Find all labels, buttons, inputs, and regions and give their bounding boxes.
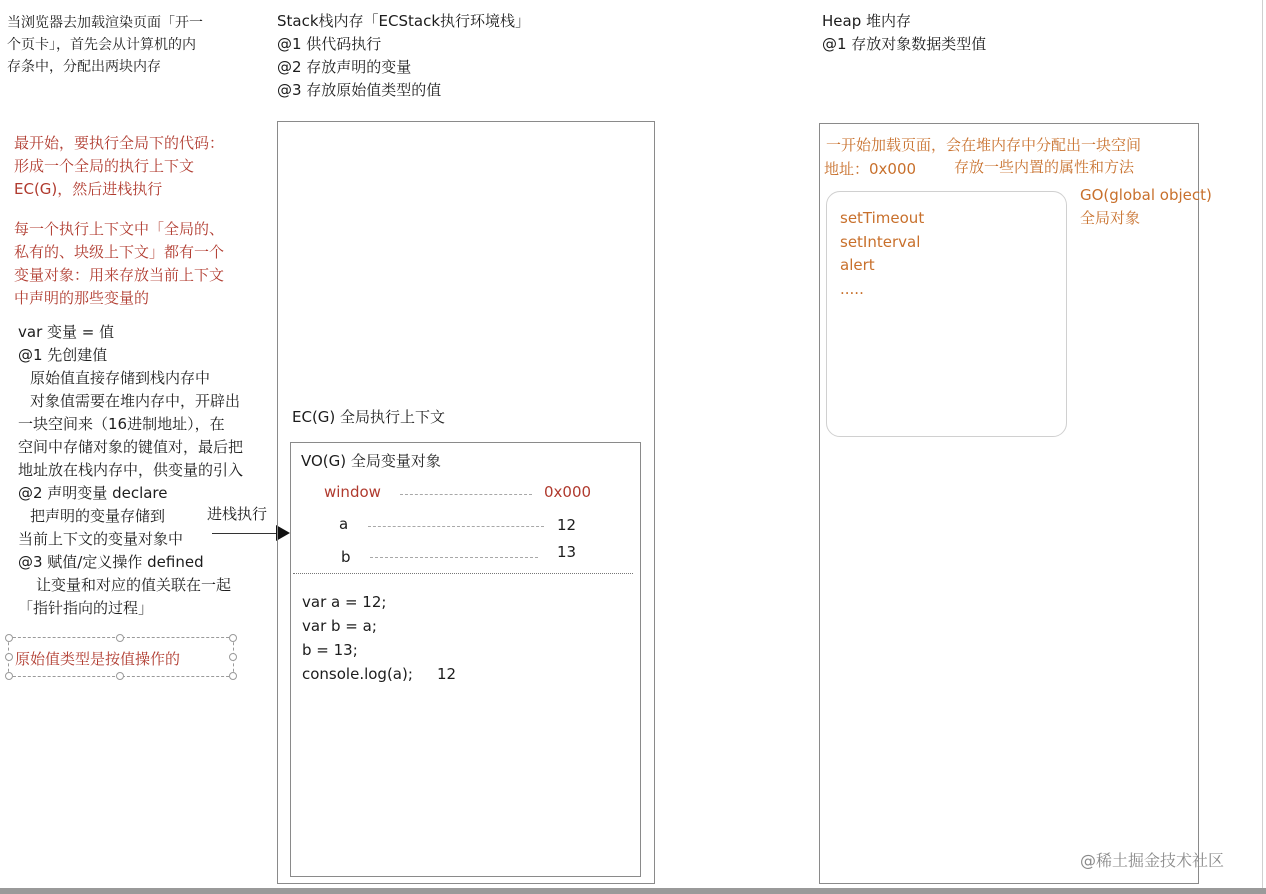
- vog-label: VO(G) 全局变量对象: [301, 452, 441, 470]
- stack-point: @1 供代码执行: [277, 35, 382, 53]
- selection-handle[interactable]: [5, 653, 13, 661]
- vo-code-divider: [293, 573, 633, 574]
- code-line: b = 13;: [302, 641, 358, 659]
- selection-handle[interactable]: [229, 672, 237, 680]
- step-line: @1 先创建值: [18, 346, 108, 364]
- var-name-a: a: [339, 515, 349, 533]
- step-line: var 变量 = 值: [18, 323, 115, 341]
- var-value-window: 0x000: [544, 483, 592, 501]
- selection-handle[interactable]: [5, 634, 13, 642]
- global-exec-note: [14, 132, 224, 201]
- go-item: setTimeout: [840, 209, 925, 227]
- note-line: 最开始，要执行全局下的代码：: [14, 134, 225, 152]
- step-line: 把声明的变量存储到: [30, 507, 166, 525]
- stack-point: @3 存放原始值类型的值: [277, 81, 442, 99]
- selection-handle[interactable]: [229, 653, 237, 661]
- selection-handle[interactable]: [116, 634, 124, 642]
- frame-bottom-edge: [0, 888, 1266, 894]
- note-line: 每一个执行上下文中「全局的、: [14, 220, 225, 238]
- var-name-window: window: [324, 483, 381, 501]
- code-line: console.log(a);: [302, 665, 413, 683]
- go-label: [1080, 184, 1212, 230]
- var-link-a: [368, 526, 544, 527]
- go-item: setInterval: [840, 232, 921, 251]
- code-line: var b = a;: [302, 617, 377, 635]
- note-box-text: 原始值类型是按值操作的: [15, 650, 181, 668]
- note-line: 形成一个全局的执行上下文: [14, 157, 195, 175]
- intro-line: 个页卡」，首先会从计算机的内: [7, 37, 196, 53]
- var-link-window: [400, 494, 532, 495]
- selected-note-box[interactable]: [8, 637, 234, 677]
- intro-line: 存条中，分配出两块内存: [7, 59, 161, 75]
- go-items: [840, 207, 924, 301]
- selection-handle[interactable]: [229, 634, 237, 642]
- step-line: 一块空间来（16进制地址），在: [18, 415, 225, 433]
- var-link-b: [370, 557, 538, 558]
- heap-note-line: 一开始加载页面，会在堆内存中分配出一块空间: [826, 136, 1142, 154]
- go-item: .....: [840, 279, 864, 298]
- heap-title: Heap 堆内存: [822, 12, 911, 30]
- step-line: 空间中存储对象的键值对，最后把: [18, 438, 244, 456]
- code-block: [302, 590, 413, 686]
- note-line: 私有的、块级上下文」都有一个: [14, 243, 225, 261]
- heap-point: @1 存放对象数据类型值: [822, 35, 987, 53]
- note-line: EC(G)，然后进栈执行: [14, 180, 163, 198]
- selection-handle[interactable]: [116, 672, 124, 680]
- step-line: 「指针指向的过程」: [18, 599, 154, 617]
- step-line: 地址放在栈内存中，供变量的引入: [18, 461, 244, 479]
- go-label-line: GO(global object): [1080, 186, 1212, 204]
- go-label-line: 全局对象: [1080, 209, 1141, 227]
- note-line: 变量对象：用来存放当前上下文: [14, 266, 225, 284]
- heap-note: [826, 133, 1141, 157]
- selection-handle[interactable]: [5, 672, 13, 680]
- step-line: 原始值直接存储到栈内存中: [30, 369, 211, 387]
- intro-text: [7, 12, 203, 78]
- variable-object-note: [14, 218, 224, 310]
- var-name-b: b: [341, 548, 351, 566]
- step-line: 当前上下文的变量对象中: [18, 530, 184, 548]
- stack-header: [277, 10, 530, 102]
- step-line: @2 声明变量 declare: [18, 484, 168, 502]
- var-value-b: 13: [557, 543, 577, 561]
- push-label: 进栈执行: [207, 505, 268, 523]
- heap-note-line: 存放一些内置的属性和方法: [954, 158, 1135, 176]
- stack-point: @2 存放声明的变量: [277, 58, 412, 76]
- assignment-steps: [18, 321, 243, 620]
- heap-address: 地址：0x000: [824, 160, 917, 178]
- note-line: 中声明的那些变量的: [14, 289, 150, 307]
- heap-header: [822, 10, 986, 56]
- code-line: var a = 12;: [302, 593, 387, 611]
- frame-right-edge: [1262, 0, 1263, 888]
- watermark: @稀土掘金技术社区: [1080, 851, 1225, 870]
- step-line: 对象值需要在堆内存中，开辟出: [30, 392, 241, 410]
- ecg-label: EC(G) 全局执行上下文: [292, 408, 446, 426]
- push-arrow-line: [212, 533, 278, 534]
- step-line: 让变量和对应的值关联在一起: [36, 576, 232, 594]
- intro-line: 当浏览器去加载渲染页面「开一: [7, 15, 203, 31]
- go-item: alert: [840, 256, 875, 274]
- step-line: @3 赋值/定义操作 defined: [18, 553, 204, 571]
- var-value-a: 12: [557, 516, 577, 534]
- stack-title: Stack栈内存「ECStack执行环境栈」: [277, 12, 531, 30]
- console-output: 12: [437, 665, 457, 683]
